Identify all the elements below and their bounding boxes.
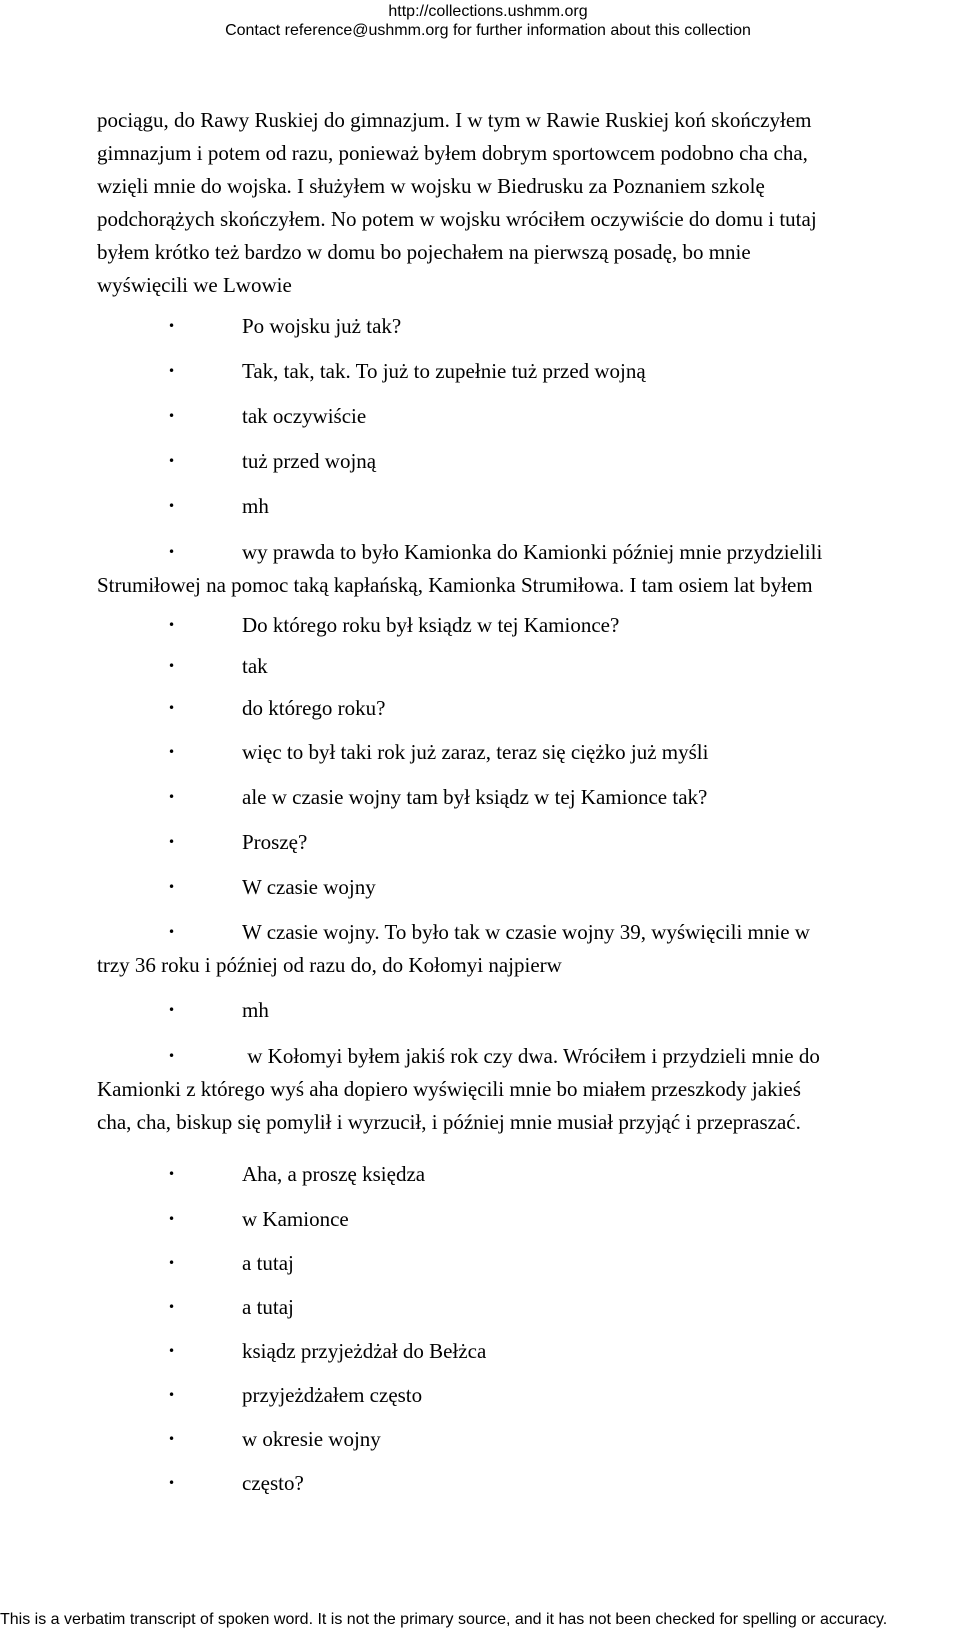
bullet-text: tak — [242, 654, 268, 678]
bullet-text: a tutaj — [242, 1295, 294, 1319]
bullet-text: wy prawda to było Kamionka do Kamionki później mnie przydzielili — [242, 540, 823, 564]
dialogue-group-3 — [97, 1158, 957, 1500]
bullet-item — [97, 736, 957, 769]
bullet-item — [97, 781, 957, 814]
bullet-icon: • — [168, 659, 176, 673]
bullet-item — [97, 355, 957, 388]
wrapped-line: Kamionki z którego wyś aha dopiero wyświęcili mnie bo miałem przeszkody jakieś — [97, 1077, 801, 1101]
bullet-item — [97, 1467, 957, 1500]
bullet-text: mh — [242, 998, 269, 1022]
bullet-item — [97, 1379, 957, 1412]
bullet-item — [97, 650, 957, 683]
bullet-text: często? — [242, 1471, 304, 1495]
bullet-icon: • — [168, 925, 176, 939]
bullet-icon: • — [168, 454, 176, 468]
bullet-text: Tak, tak, tak. To już to zupełnie tuż przed wojną — [242, 359, 646, 383]
bullet-text: Aha, a proszę księdza — [242, 1162, 426, 1186]
bullet-item — [97, 1423, 957, 1456]
bullet-text: Po wojsku już tak? — [242, 314, 402, 338]
bullet-text: Proszę? — [242, 830, 308, 854]
dialogue-group-1 — [97, 310, 957, 523]
bullet-icon: • — [168, 835, 176, 849]
bullet-icon: • — [168, 1212, 176, 1226]
bullet-icon: • — [168, 1432, 176, 1446]
bullet-item — [97, 445, 957, 478]
bullet-text: w okresie wojny — [242, 1427, 381, 1451]
footer-disclaimer: This is a verbatim transcript of spoken word. It is not the primary source, and it has not been checked for spelling or accuracy. — [0, 1611, 888, 1628]
bullet-icon: • — [168, 1256, 176, 1270]
bullet-item-wrapped — [97, 916, 957, 982]
bullet-item — [97, 310, 957, 343]
intro-paragraph — [97, 104, 957, 302]
bullet-icon: • — [168, 409, 176, 423]
bullet-icon: • — [168, 319, 176, 333]
bullet-icon: • — [168, 1003, 176, 1017]
bullet-icon: • — [168, 745, 176, 759]
bullet-icon: • — [168, 1049, 176, 1063]
bullet-item — [97, 490, 957, 523]
bullet-item — [97, 1291, 957, 1324]
text-line: podchorążych skończyłem. No potem w wojsku wróciłem oczywiście do domu i tutaj — [97, 207, 817, 231]
bullet-item — [97, 1158, 957, 1191]
bullet-icon: • — [168, 1300, 176, 1314]
header-contact[interactable]: Contact reference@ushmm.org for further information about this collection — [225, 22, 751, 39]
bullet-item-wrapped — [97, 536, 957, 602]
bullet-icon: • — [168, 499, 176, 513]
text-line: wzięli mnie do wojska. I służyłem w wojsku w Biedrusku za Poznaniem szkolę — [97, 174, 765, 198]
bullet-icon: • — [168, 1388, 176, 1402]
bullet-text: tuż przed wojną — [242, 449, 377, 473]
bullet-item-wrapped — [97, 1040, 957, 1139]
bullet-text: W czasie wojny. To było tak w czasie wojny 39, wyświęcili mnie w — [242, 920, 810, 944]
bullet-item — [97, 1335, 957, 1368]
bullet-icon: • — [168, 618, 176, 632]
text-line: gimnazjum i potem od razu, ponieważ byłem dobrym sportowcem podobno cha cha, — [97, 141, 808, 165]
header-url[interactable]: http://collections.ushmm.org — [388, 3, 588, 20]
wrapped-line: cha, cha, biskup się pomylił i wyrzucił, i później mnie musiał przyjąć i przepraszać. — [97, 1110, 801, 1134]
bullet-text: tak oczywiście — [242, 404, 367, 428]
dialogue-group-2 — [97, 609, 957, 904]
text-line: pociągu, do Rawy Ruskiej do gimnazjum. I w tym w Rawie Ruskiej koń skończyłem — [97, 108, 812, 132]
bullet-text: w Kamionce — [242, 1207, 349, 1231]
bullet-item — [97, 1203, 957, 1236]
text-line: byłem krótko też bardzo w domu bo pojechałem na pierwszą posadę, bo mnie — [97, 240, 751, 264]
bullet-icon: • — [168, 1167, 176, 1181]
bullet-icon: • — [168, 1344, 176, 1358]
bullet-item — [97, 400, 957, 433]
bullet-text: Do którego roku był ksiądz w tej Kamionce? — [242, 613, 620, 637]
bullet-text: a tutaj — [242, 1251, 294, 1275]
bullet-item — [97, 692, 957, 725]
bullet-icon: • — [168, 701, 176, 715]
bullet-text: przyjeżdżałem często — [242, 1383, 423, 1407]
bullet-text: ale w czasie wojny tam był ksiądz w tej Kamionce tak? — [242, 785, 708, 809]
bullet-item — [97, 609, 957, 642]
bullet-text: mh — [242, 494, 269, 518]
bullet-text: w Kołomyi byłem jakiś rok czy dwa. Wróciłem i przydzieli mnie do — [242, 1044, 820, 1068]
bullet-icon: • — [168, 545, 176, 559]
bullet-icon: • — [168, 790, 176, 804]
bullet-item — [97, 1247, 957, 1280]
wrapped-line: Strumiłowej na pomoc taką kapłańską, Kamionka Strumiłowa. I tam osiem lat byłem — [97, 573, 813, 597]
bullet-text: więc to był taki rok już zaraz, teraz się ciężko już myśli — [242, 740, 709, 764]
bullet-icon: • — [168, 364, 176, 378]
bullet-icon: • — [168, 1476, 176, 1490]
bullet-item — [97, 994, 957, 1027]
bullet-icon: • — [168, 880, 176, 894]
bullet-text: ksiądz przyjeżdżał do Bełżca — [242, 1339, 487, 1363]
transcript-body — [97, 104, 957, 1500]
bullet-text: W czasie wojny — [242, 875, 376, 899]
bullet-item — [97, 871, 957, 904]
bullet-text: do którego roku? — [242, 696, 386, 720]
wrapped-line: trzy 36 roku i później od razu do, do Kołomyi najpierw — [97, 953, 562, 977]
bullet-item — [97, 826, 957, 859]
text-line: wyświęcili we Lwowie — [97, 273, 292, 297]
